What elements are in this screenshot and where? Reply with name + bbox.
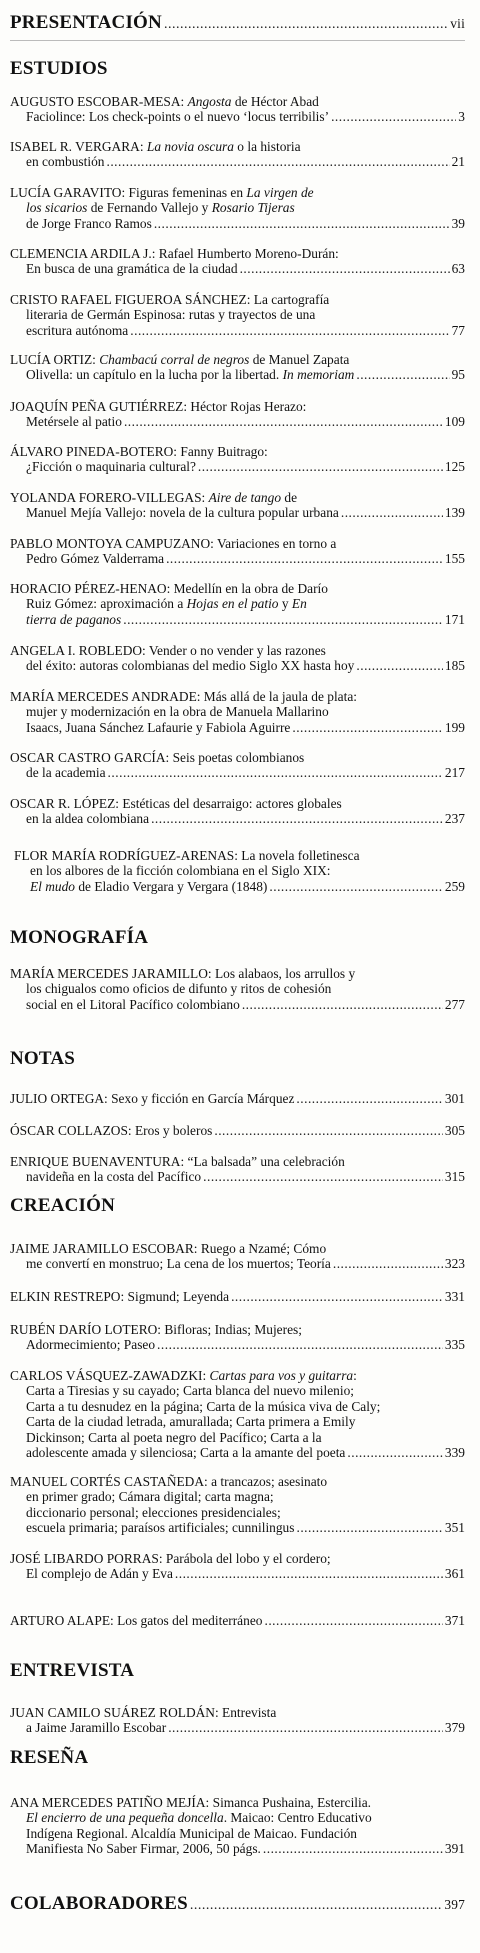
entry-line [10,1720,465,1735]
entry-line: ÁLVARO PINEDA-BOTERO: Fanny Buitrago: [10,444,268,459]
entry-line [10,612,465,627]
entry-text: y [278,596,292,612]
entry-text: escritura autónoma [26,322,129,338]
entry-text: ARTURO ALAPE: Los gatos del mediterráneo [10,1613,263,1628]
leader-dots [166,551,443,566]
entry-line [10,1289,465,1304]
entry-line: HORACIO PÉREZ-HENAO: Medellín en la obra de Darío [10,581,328,596]
section-heading-monografia: MONOGRAFÍA [10,927,149,948]
leader-dots [124,414,443,429]
entry-line: ANGELA I. ROBLEDO: Vender o no vender y las razones [10,643,326,658]
page-number: 125 [444,459,465,475]
entry-line [10,200,465,215]
entry-line: Carta a tu desnudez en la página; Carta de la música viva de Caly; [26,1398,381,1414]
entry-text: de Eladio Vergara y Vergara (1848) [75,878,268,894]
toc-entry [10,1123,465,1138]
page-number: vii [450,16,465,31]
leader-dots [356,367,449,382]
leader-dots [264,1613,442,1628]
toc-entry [10,1368,465,1460]
entry-text: Ruiz Gómez: aproximación a [26,596,187,612]
toc-presentacion [10,12,465,34]
entry-text: . Maicao: Centro Educativo [223,1810,372,1826]
section-heading-resena: RESEÑA [10,1747,89,1768]
entry-text: o la historia [233,139,301,154]
entry-text [30,879,267,894]
section-title: COLABORADORES [10,1893,188,1914]
page-number: 217 [444,765,465,781]
section-title: PRESENTACIÓN [10,12,162,33]
entry-line: Carta a Tiresias y su cayado; Carta blanca del nuevo milenio; [26,1383,354,1399]
entry-text: de [281,490,298,505]
entry-line: diccionario personal; elecciones presidenciales; [26,1504,281,1520]
entry-line [10,1368,465,1383]
entry-text: de la academia [26,765,106,781]
leader-dots [151,811,443,826]
toc-entry [10,292,465,338]
entry-line: MANUEL CORTÉS CASTAÑEDA: a trancazos; asesinato [10,1474,328,1489]
entry-text: social en el Litoral Pacífico colombiano [26,996,240,1012]
leader-dots [341,505,443,520]
leader-dots [203,1169,443,1184]
entry-line: en primer grado; Cámara digital; carta magna; [26,1489,274,1505]
leader-dots [168,1720,443,1735]
entry-text: JULIO ORTEGA: Sexo y ficción en García Márquez [10,1091,295,1106]
entry-text: En busca de una gramática de la ciudad [26,261,238,277]
toc-entry [10,1795,465,1857]
entry-line: OSCAR R. LÓPEZ: Estéticas del desarraigo: actores globales [10,796,342,811]
entry-line [10,94,465,109]
leader-dots [356,658,443,673]
entry-line: Indígena Regional. Alcaldía Municipal de Maicao. Fundación [26,1825,357,1841]
toc-entry [10,246,465,277]
entry-line: PABLO MONTOYA CAMPUZANO: Variaciones en torno a [10,536,337,551]
page-number: 335 [444,1337,465,1353]
entry-line: mujer y modernización en la obra de Manuela Mallarino [26,704,329,720]
entry-text: CARLOS VÁSQUEZ-ZAWADZKI: [10,1368,210,1383]
entry-line [10,1445,465,1460]
toc-entry [10,1322,465,1353]
toc-entry [10,536,465,567]
page-number: 339 [444,1445,465,1461]
leader-dots [106,154,449,169]
entry-line: en los albores de la ficción colombiana en el Siglo XIX: [30,863,331,879]
entry-text: Isaacs, Juana Sánchez Lafaurie y Fabiola Aguirre [26,719,291,735]
leader-dots [108,765,443,780]
toc-entry [10,1289,465,1304]
entry-line [10,1613,465,1628]
entry-line: JOSÉ LIBARDO PORRAS: Parábola del lobo y el cordero; [10,1551,331,1566]
page-number: 305 [444,1123,465,1138]
entry-text: Faciolince: Los check-points o el nuevo ‘locus terribilis’ [26,109,330,125]
page-number: 109 [444,414,465,430]
italic-title: El encierro de una pequeña doncella [26,1810,224,1826]
divider [10,40,465,41]
entry-line: OSCAR CASTRO GARCÍA: Seis poetas colombianos [10,750,305,765]
entry-line: Carta de la ciudad letrada, amurallada; Carta primera a Emily [26,1414,356,1430]
toc-entry [10,352,465,383]
entry-line [10,490,465,505]
entry-line [10,596,465,611]
entry-line: ANA MERCEDES PATIÑO MEJÍA: Simanca Pushaina, Estercilia. [10,1795,372,1810]
leader-dots [269,879,443,894]
entry-line [10,459,465,474]
toc-entry [10,750,465,781]
entry-line [10,1256,465,1271]
entry-line: MARÍA MERCEDES ANDRADE: Más allá de la jaula de plata: [10,689,357,704]
entry-line [10,1123,465,1138]
section-heading-entrevista: ENTREVISTA [10,1660,135,1681]
leader-dots [333,1256,443,1271]
leader-dots [175,1566,443,1581]
page-number: 331 [444,1289,465,1304]
entry-line [10,185,465,200]
page-number: 171 [444,611,465,627]
italic-title: La novia oscura [146,139,234,154]
toc-entry [10,643,465,674]
entry-text: Pedro Gómez Valderrama [26,551,165,567]
entry-line: JUAN CAMILO SUÁREZ ROLDÁN: Entrevista [10,1705,277,1720]
entry-line: ENRIQUE BUENAVENTURA: “La balsada” una celebración [10,1154,345,1169]
italic-title: Aire de tango [208,490,282,505]
page-number: 361 [444,1566,465,1582]
entry-line [10,414,465,429]
entry-line [10,1841,465,1856]
entry-text: LUCÍA GARAVITO: Figuras femeninas en [10,185,247,200]
toc-entry [10,581,465,627]
page-number: 323 [444,1256,465,1272]
entry-text: ELKIN RESTREPO: Sigmund; Leyenda [10,1289,230,1304]
leader-dots [154,216,450,231]
leader-dots [198,459,443,474]
section-heading-notas: NOTAS [10,1048,76,1069]
italic-title: los sicarios [26,200,88,216]
toc-entry [10,399,465,430]
entry-text: a Jaime Jaramillo Escobar [26,1720,167,1736]
toc-entry [10,490,465,521]
toc-entry [10,796,465,827]
page-number: 371 [444,1613,465,1628]
page-number: 185 [444,658,465,674]
entry-line: los chigualos como oficios de difunto y ritos de cohesión [26,981,332,997]
page-number: 237 [444,811,465,827]
page-number: 21 [451,154,465,170]
entry-text: en combustión [26,154,105,170]
leader-dots [123,612,443,627]
entry-line [10,109,465,124]
entry-line [10,997,465,1012]
leader-dots [242,997,443,1012]
italic-title: Chambacú corral de negros [99,352,250,367]
entry-text: : [353,1368,357,1383]
entry-text: ¿Ficción o maquinaria cultural? [26,459,196,475]
toc-entry [10,185,465,231]
page-number: 351 [444,1520,465,1536]
entry-line: CLEMENCIA ARDILA J.: Rafael Humberto Moreno-Durán: [10,246,339,261]
entry-line [10,139,465,154]
toc-colaboradores [10,1893,465,1915]
page-number: 155 [444,551,465,567]
page-number: 139 [444,505,465,521]
toc-entry [14,848,465,894]
page-number: 39 [451,215,465,231]
entry-line [10,352,465,367]
leader-dots [347,1445,443,1460]
entry-text: El complejo de Adán y Eva [26,1566,173,1582]
entry-text: en la aldea colombiana [26,811,150,827]
leader-dots [263,1841,443,1856]
page-number: 315 [444,1169,465,1185]
toc-entry [10,1551,465,1582]
toc-entry [10,689,465,735]
toc-entry [10,1154,465,1185]
entry-text: AUGUSTO ESCOBAR-MESA: [10,94,188,109]
entry-text: Metérsele al patio [26,414,122,430]
page-number: 379 [444,1720,465,1736]
entry-line: MARÍA MERCEDES JARAMILLO: Los alabaos, los arrullos y [10,966,356,981]
leader-dots [292,720,443,735]
entry-line [10,367,465,382]
entry-line: Dickinson; Carta al poeta negro del Pacífico; Carta a la [26,1429,322,1445]
leader-dots [296,1091,443,1106]
entry-text [26,367,354,382]
toc-entry [10,966,465,1012]
entry-text: escuela primaria; paraísos artificiales; cunnilingus [26,1520,295,1536]
entry-line [10,720,465,735]
leader-dots [214,1123,443,1138]
entry-line: literaria de Germán Espinosa: rutas y trayectos de una [26,307,316,323]
italic-title: Hojas en el patio [186,596,279,612]
entry-text: Manifiesta No Saber Firmar, 2006, 50 págs. [26,1841,261,1857]
entry-text: de Fernando Vallejo y [87,200,212,216]
leader-dots [331,109,456,124]
entry-line [10,1337,465,1352]
toc-entry [10,1613,465,1628]
italic-title: Angosta [187,94,232,109]
page-number: 277 [444,996,465,1012]
entry-text: ÓSCAR COLLAZOS: Eros y boleros [10,1123,213,1138]
entry-line [10,154,465,169]
entry-line [10,505,465,520]
toc-entry [10,1241,465,1272]
entry-line [10,1520,465,1535]
italic-title: El mudo [30,878,76,894]
entry-text: navideña en la costa del Pacífico [26,1169,202,1185]
leader-dots [296,1520,442,1535]
entry-line [10,658,465,673]
page-number: 77 [451,322,465,338]
page-number: 259 [444,878,465,894]
italic-title: Cartas para vos y guitarra [209,1368,354,1383]
italic-title: Rosario Tijeras [211,200,295,216]
leader-dots [240,261,450,276]
leader-dots [157,1337,443,1352]
entry-text: Manuel Mejía Vallejo: novela de la cultura popular urbana [26,505,339,521]
entry-line [10,551,465,566]
entry-line: CRISTO RAFAEL FIGUEROA SÁNCHEZ: La cartografía [10,292,330,307]
entry-line [10,811,465,826]
entry-text: de Jorge Franco Ramos [26,215,152,231]
leader-dots [164,17,448,33]
toc-entry [10,444,465,475]
page-number: 95 [451,367,465,383]
toc-entry [10,1091,465,1106]
toc-entry [10,94,465,125]
page-number: 3 [458,109,465,125]
entry-line [10,1566,465,1581]
entry-line [10,216,465,231]
entry-text: ISABEL R. VERGARA: [10,139,147,154]
section-heading-estudios: ESTUDIOS [10,58,108,79]
toc-entry [10,139,465,170]
entry-text: del éxito: autoras colombianas del medio Siglo XX hasta hoy [26,658,355,674]
italic-title: En [291,596,307,612]
section-heading-creacion: CREACIÓN [10,1195,116,1216]
page-number: 199 [444,719,465,735]
entry-text: de Héctor Abad [231,94,319,109]
entry-line: JAIME JARAMILLO ESCOBAR: Ruego a Nzamé; Cómo [10,1241,327,1256]
entry-text: LUCÍA ORTIZ: [10,352,100,367]
page-number: 397 [444,1897,465,1912]
italic-title: In memoriam [282,367,355,383]
entry-line [10,323,465,338]
entry-text: me convertí en monstruo; La cena de los muertos; Teoría [26,1256,331,1272]
entry-line [10,1091,465,1106]
entry-text: de Manuel Zapata [249,352,350,367]
entry-line [10,261,465,276]
entry-text [26,612,121,627]
leader-dots [190,1898,442,1914]
italic-title: tierra de paganos [26,611,122,627]
page-number: 391 [444,1841,465,1857]
entry-line [10,1810,465,1825]
leader-dots [130,323,449,338]
toc-entry [10,1474,465,1536]
toc-entry [10,1705,465,1736]
italic-title: La virgen de [246,185,314,200]
entry-line [10,1169,465,1184]
leader-dots [231,1289,443,1304]
entry-line [14,879,465,894]
entry-text: Olivella: un capítulo en la lucha por la libertad. [26,367,283,383]
entry-text: adolescente amada y silenciosa; Carta a la amante del poeta [26,1445,346,1461]
entry-text: YOLANDA FORERO-VILLEGAS: [10,490,209,505]
entry-line: JOAQUÍN PEÑA GUTIÉRREZ: Héctor Rojas Herazo: [10,399,307,414]
page-number: 63 [451,261,465,277]
entry-text: Adormecimiento; Paseo [26,1337,156,1353]
entry-line: RUBÉN DARÍO LOTERO: Bifloras; Indias; Mujeres; [10,1322,302,1337]
page-number: 301 [444,1091,465,1106]
entry-line: FLOR MARÍA RODRÍGUEZ-ARENAS: La novela folletinesca [14,848,360,863]
entry-line [10,765,465,780]
